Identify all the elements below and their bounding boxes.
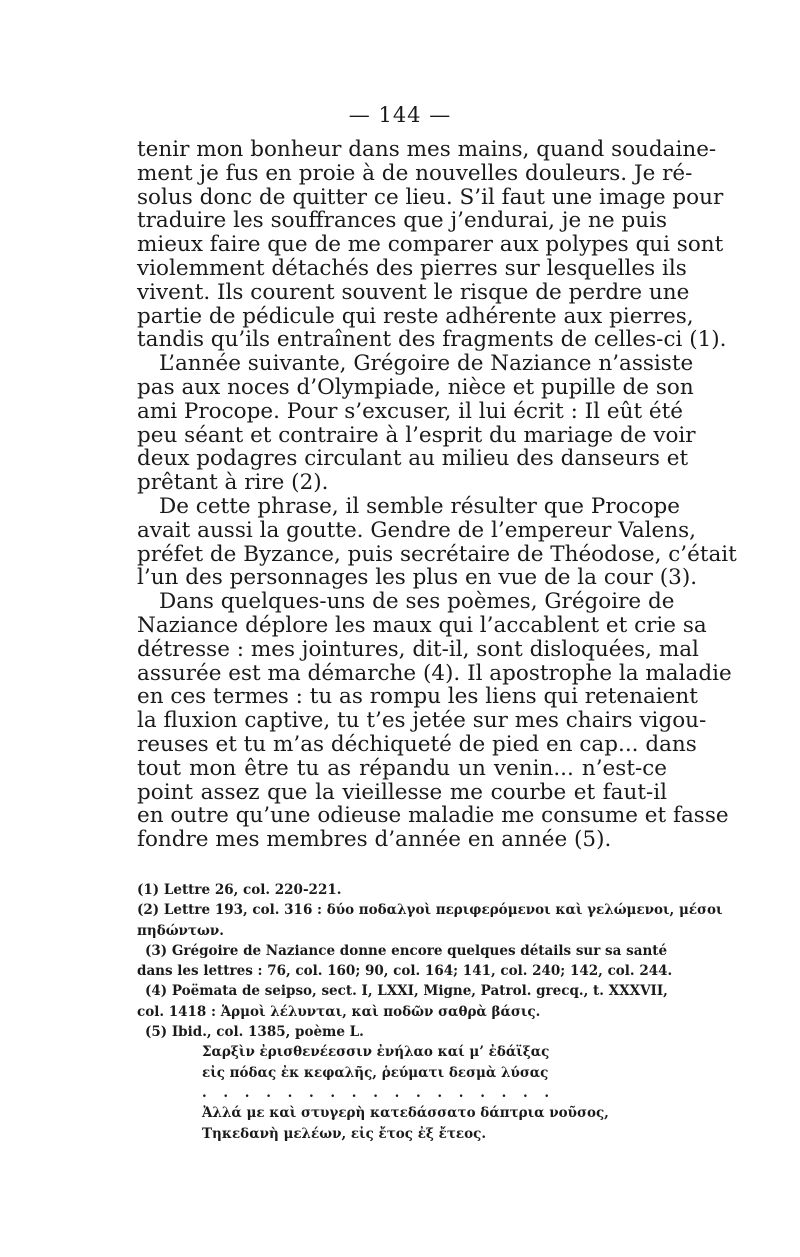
text-line: fondre mes membres d’année en année (5). — [137, 827, 612, 853]
text-line: solus donc de quitter ce lieu. S’il faut une image pour — [137, 184, 724, 210]
text-line: point assez que la vieillesse me courbe et faut-il — [137, 779, 667, 805]
text-line: violemment détachés des pierres sur lesquelles ils — [137, 255, 687, 281]
footnote-2-cont: πηδώντων. — [137, 922, 224, 939]
text-line: la fluxion captive, tu t’es jetée sur mes chairs vigou- — [137, 708, 707, 734]
text-line: préfet de Byzance, puis secrétaire de Théodose, c’était — [137, 541, 737, 567]
footnote-4-cont: col. 1418 : Ἁρμοὶ λέλυνται, καὶ ποδῶν σαθρὰ βάσις. — [137, 1003, 541, 1020]
text-line: L’année suivante, Grégoire de Naziance n’assiste — [159, 351, 694, 377]
footnote-3: (3) Grégoire de Naziance donne encore quelques détails sur sa santé — [145, 942, 668, 959]
text-line: prêtant à rire (2). — [137, 470, 329, 496]
text-line: tandis qu’ils entraînent des fragments de celles-ci (1). — [137, 327, 727, 353]
text-line: détresse : mes jointures, dit-il, sont disloquées, mal — [137, 636, 699, 662]
text-line: l’un des personnages les plus en vue de la cour (3). — [137, 565, 698, 591]
footnote-5: (5) Ibid., col. 1385, poème L. — [145, 1024, 364, 1041]
footnotes — [137, 880, 723, 1144]
ellipsis-line: . . . . . . . . . . . . . . . . . — [202, 1084, 556, 1101]
text-line: Dans quelques-uns de ses poèmes, Grégoire de — [159, 589, 675, 615]
text-line: vivent. Ils courent souvent le risque de perdre une — [137, 279, 690, 305]
text-line: deux podagres circulant au milieu des danseurs et — [137, 446, 689, 472]
text-line: peu séant et contraire à l’esprit du mariage de voir — [137, 422, 696, 448]
text-line: partie de pédicule qui reste adhérente aux pierres, — [137, 303, 694, 329]
greek-verse: εἰς πόδας ἐκ κεφαλῆς, ῥεύματι δεσμὰ λύσας — [202, 1064, 549, 1081]
text-line: De cette phrase, il semble résulter que Procope — [159, 493, 681, 519]
footnote-2: (2) Lettre 193, col. 316 : δύο ποδαλγοὶ περιφερόμενοι καὶ γελώμενοι, μέσοι — [137, 902, 723, 919]
text-line: mieux faire que de me comparer aux polypes qui sont — [137, 232, 724, 258]
text-line: Naziance déplore les maux qui l’accablent et crie sa — [137, 612, 707, 638]
text-line: tout mon être tu as répandu un venin... n’est-ce — [137, 755, 667, 781]
footnote-3-cont: dans les lettres : 76, col. 160; 90, col. 164; 141, col. 240; 142, col. 244. — [137, 963, 673, 980]
text-line: tenir mon bonheur dans mes mains, quand soudaine- — [137, 137, 717, 162]
text-line: ment je fus en proie à de nouvelles douleurs. Je ré- — [137, 160, 693, 186]
text-line: assurée est ma démarche (4). Il apostrophe la maladie — [137, 660, 732, 686]
greek-verse: Ἀλλά με καὶ στυγερὴ κατεδάσσατο δάπτρια νοῦσος, — [202, 1105, 609, 1122]
text-line: pas aux noces d’Olympiade, nièce et pupille de son — [137, 374, 694, 400]
text-line: en outre qu’une odieuse maladie me consume et fasse — [137, 803, 729, 829]
footnote-4: (4) Poëmata de seipso, sect. I, LXXI, Migne, Patrol. grecq., t. XXXVII, — [145, 983, 668, 1000]
body-text — [137, 137, 737, 853]
text-line: ami Procope. Pour s’excuser, il lui écrit : Il eût été — [137, 398, 684, 424]
text-line: reuses et tu m’as déchiqueté de pied en cap... dans — [137, 731, 697, 757]
greek-verse: Τηκεδανὴ μελέων, εἰς ἔτος ἐξ ἔτεος. — [202, 1125, 487, 1142]
text-line: avait aussi la goutte. Gendre de l’empereur Valens, — [137, 517, 696, 543]
page-number: — 144 — — [348, 103, 452, 127]
footnote-1: (1) Lettre 26, col. 220-221. — [137, 882, 342, 898]
text-line: traduire les souffrances que j’endurai, je ne puis — [137, 208, 667, 234]
greek-verse: Σαρξὶν ἐρισθενέεσσιν ἐνήλαο καί μ’ ἐδάϊξας — [202, 1044, 550, 1061]
text-line: en ces termes : tu as rompu les liens qui retenaient — [137, 684, 698, 710]
